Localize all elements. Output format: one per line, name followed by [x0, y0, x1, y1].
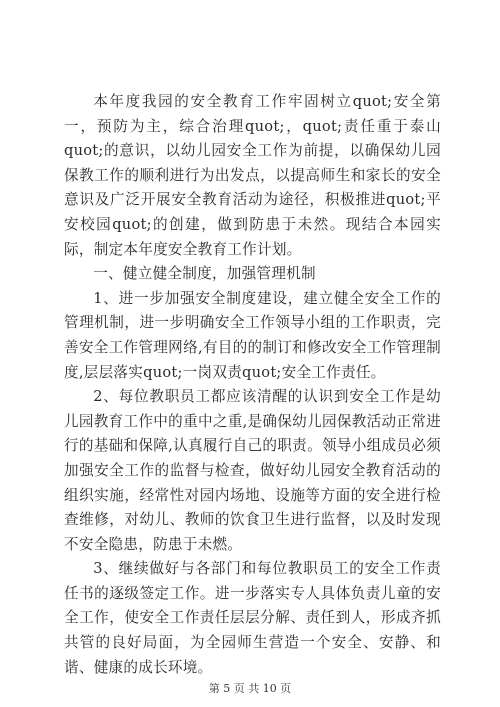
- list-item-3: 3、继续做好与各部门和每位教职员工的安全工作责任书的逐级签定工作。进一步落实专人具体负责儿童的安全工作，使安全工作责任层层分解、责任到人，形成齐抓共管的良好局面，为全园师生营造一个安全、安静、和谐、健康的成长环境。: [64, 560, 441, 676]
- section-heading: 一、健立健全制度，加强管理机制: [93, 265, 316, 283]
- intro-paragraph: 本年度我园的安全教育工作牢固树立quot;安全第一，预防为主，综合治理quot;，quot;责任重于泰山quot;的意识，以幼儿园安全工作为前提，以确保幼儿园保教工作的顺利进行为出发点，以提高师生和家长的安全意识及广泛开展安全教育活动为途径，积极推进quot;平安校园quot;的创建，做到防患于未然。现结合本园实际，制定本年度安全教育工作计划。: [64, 93, 441, 258]
- list-item-2: 2、每位教职员工都应该清醒的认识到安全工作是幼儿园教育工作中的重中之重,是确保幼儿园保教活动正常进行的基础和保障,认真履行自己的职责。领导小组成员必须加强安全工作的监督与检查，做好幼儿园安全教育活动的组织实施，经常性对园内场地、设施等方面的安全进行检查维修，对幼儿、教师的饮食卫生进行监督，以及时发现不安全隐患，防患于未燃。: [64, 388, 441, 553]
- list-item-1: 1、进一步加强安全制度建设，建立健全安全工作的管理机制，进一步明确安全工作领导小组的工作职责，完善安全工作管理网络,有目的的制订和修改安全工作管理制度,层层落实quot;一岗双责quot;安全工作责任。: [64, 289, 441, 381]
- page-footer: 第 5 页 共 10 页: [208, 682, 292, 695]
- document-body: [64, 90, 441, 680]
